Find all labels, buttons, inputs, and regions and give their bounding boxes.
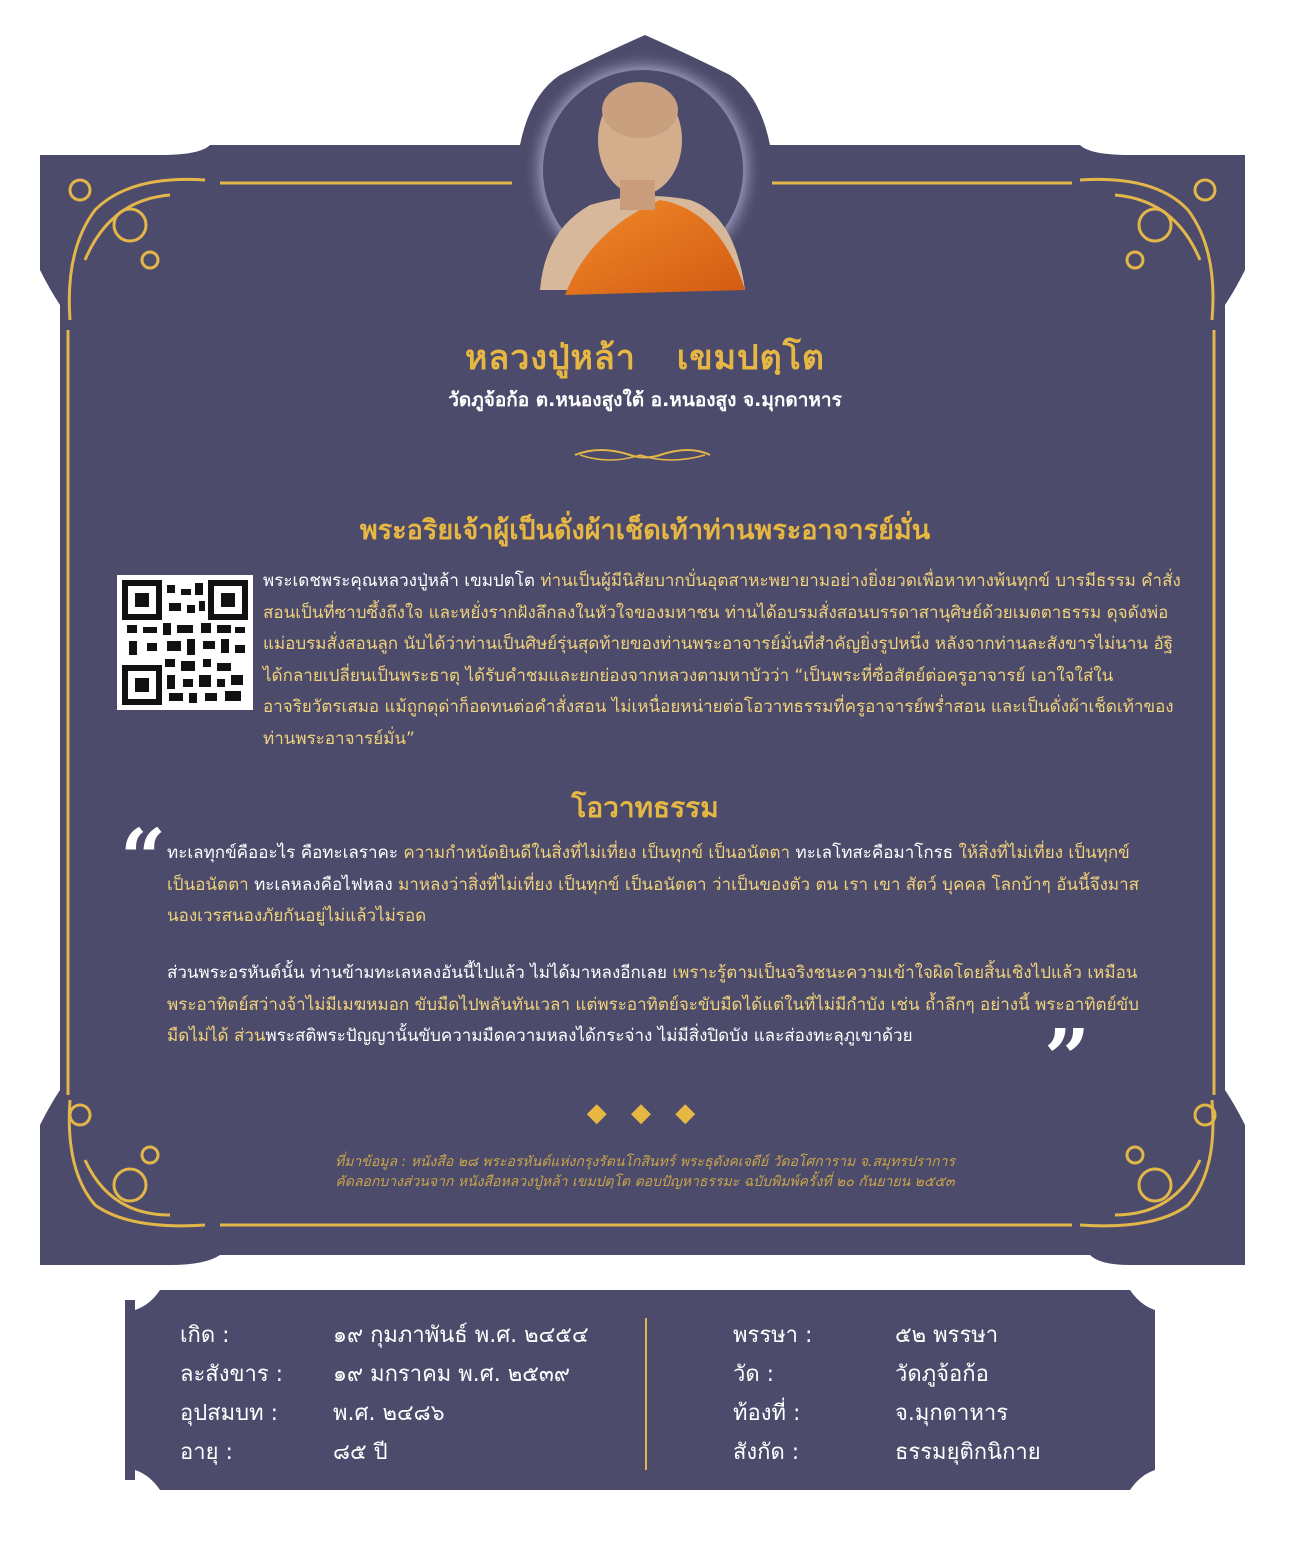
teach-text: ทะเลทุกข์คืออะไร คือทะเลราคะ [167, 843, 399, 863]
teach-text: ให้สิ่งที่ไม่เที่ยง เป็นทุกข์ เป็นอนัตตา [167, 843, 1130, 895]
info-value-temple: วัดภูจ้อก้อ [895, 1362, 989, 1387]
bio-part1: พระเดชพระคุณหลวงปู่หล้า เขมปตโต [263, 571, 535, 591]
info-value-passed: ๑๙ มกราคม พ.ศ. ๒๕๓๙ [333, 1362, 571, 1387]
info-left-values [333, 1316, 589, 1472]
info-value-born: ๑๙ กุมภาพันธ์ พ.ศ. ๒๔๕๔ [333, 1323, 589, 1348]
info-value-ordained: พ.ศ. ๒๔๘๖ [333, 1401, 445, 1426]
teach-text: ทะเลหลงคือไฟหลง [248, 874, 393, 895]
info-label-sect: สังกัด : [733, 1440, 800, 1465]
info-right-labels [733, 1316, 812, 1472]
teach-text: เพราะรู้ตามเป็นจริงชนะความเข้าใจผิดโดยสิ้นเชิงไปแล้ว เหมือนพระอาทิตย์สว่างจ้าไม่มีเมฆหมอก ขับมืดไปพลันทันเวลา แต่พระอาทิตย์จะขับมืดได้แต่ในที่ไม่มีกำบัง เช่น ถ้ำลึกๆ อย่างนี้ พระอาทิตย์ขับมืดไม่ได้ ส่วน [167, 963, 1139, 1046]
open-quote-icon: “ [120, 811, 167, 905]
source-line-1: ที่มาข้อมูล : หนังสือ ๒๘ พระอรหันต์แห่งกรุงรัตนโกสินทร์ พระธุดังคเจดีย์ วัดอโศการาม จ.สมุทรปราการ [334, 1154, 956, 1170]
info-label-ordained: อุปสมบท : [180, 1401, 278, 1426]
teaching-paragraph-2 [167, 958, 1157, 1053]
info-label-passed: ละสังขาร : [180, 1362, 284, 1387]
info-label-vassa: พรรษา : [733, 1323, 813, 1348]
monk-name: เขมปตฺโต [676, 338, 825, 378]
info-label-location: ท้องที่ : [733, 1401, 801, 1426]
teach-text: พระสติพระปัญญานั้นขับความมืดความหลงได้กระจ่าง ไม่มีสิ่งปิดบัง และส่องทะลุภูเขาด้วย [265, 1026, 913, 1046]
teach-text: ความกำหนัดยินดีในสิ่งที่ไม่เที่ยง เป็นทุกข์ เป็นอนัตตา [398, 843, 791, 863]
section-title: พระอริยเจ้าผู้เป็นดั่งผ้าเช็ดเท้าท่านพระอาจารย์มั่น [359, 515, 931, 546]
teaching-title: โอวาทธรรม [571, 791, 719, 824]
teach-text: ทะเลโทสะคือมาโกรธ [790, 843, 954, 863]
info-value-location: จ.มุกดาหาร [895, 1401, 1009, 1426]
temple-address: วัดภูจ้อก้อ ต.หนองสูงใต้ อ.หนองสูง จ.มุกดาหาร [448, 389, 842, 411]
source-credit [0, 1152, 1290, 1192]
info-label-temple: วัด : [733, 1362, 775, 1387]
info-left-labels [180, 1316, 283, 1472]
source-line-2: คัดลอกบางส่วนจาก หนังสือหลวงปู่หล้า เขมปตฺโต ตอบปัญหาธรรมะ ฉบับพิมพ์ครั้งที่ ๒๐ กันยายน ๒๕๕๓ [335, 1174, 955, 1190]
biography-text [263, 566, 1183, 755]
bio-part2: ท่านเป็นผู้มีนิสัยบากบั่นอุตสาหะพยายามอย่างยิ่งยวดเพื่อหาทางพ้นทุกข์ บารมีธรรม คำสั่งสอนเป็นที่ซาบซึ้งถึงใจ และหยั่งรากฝังลึกลงในหัวใจของมหาชน ท่านได้อบรมสั่งสอนบรรดาสานุศิษย์ด้วยเมตตาธรรม ดุจดังพ่อแม่อบรมสั่งสอนลูก นับได้ว่าท่านเป็นศิษย์รุ่นสุดท้ายของท่านพระอาจารย์มั่นที่สำคัญยิ่งรูปหนึ่ง หลังจากท่านละสังขารไม่นาน อัฐิได้กลายเปลี่ยนเป็นพระธาตุ ได้รับคำชมและยกย่องจากหลวงตามหาบัวว่า “เป็นพระที่ซื่อสัตย์ต่อครูอาจารย์ เอาใจใส่ในอาจริยวัตรเสมอ แม้ถูกดุด่าก็อดทนต่อคำสั่งสอน ไม่เหนื่อยหน่ายต่อโอวาทธรรมที่ครูอาจารย์พร่ำสอน และเป็นดั่งผ้าเช็ดเท้าของท่านพระอาจารย์มั่น” [263, 571, 1181, 749]
info-label-age: อายุ : [180, 1440, 233, 1465]
info-value-sect: ธรรมยุติกนิกาย [895, 1440, 1041, 1465]
info-value-vassa: ๕๒ พรรษา [895, 1323, 999, 1348]
info-label-born: เกิด : [180, 1323, 230, 1348]
info-value-age: ๘๕ ปี [333, 1440, 388, 1465]
teaching-paragraph-1 [167, 838, 1157, 933]
qr-code[interactable] [117, 575, 253, 710]
monk-title: หลวงปู่หล้า [465, 338, 636, 378]
diamond-ornament-icon: ◆ ◆ ◆ [586, 1098, 704, 1128]
monk-name-heading [0, 330, 1290, 384]
close-quote-icon: ” [1044, 1011, 1091, 1105]
teach-text: มาหลงว่าสิ่งที่ไม่เที่ยง เป็นทุกข์ เป็นอนัตตา ว่าเป็นของตัว ตน เรา เขา สัตว์ บุคคล โลกบ้าๆ อันนี้จึงมาสนองเวรสนองภัยกันอยู่ไม่แล้วไม่รอด [167, 874, 1140, 926]
info-right-values [895, 1316, 1041, 1472]
teach-text: ส่วนพระอรหันต์นั้น ท่านข้ามทะเลหลงอันนี้ไปแล้ว ไม่ได้มาหลงอีกเลย [167, 963, 667, 983]
